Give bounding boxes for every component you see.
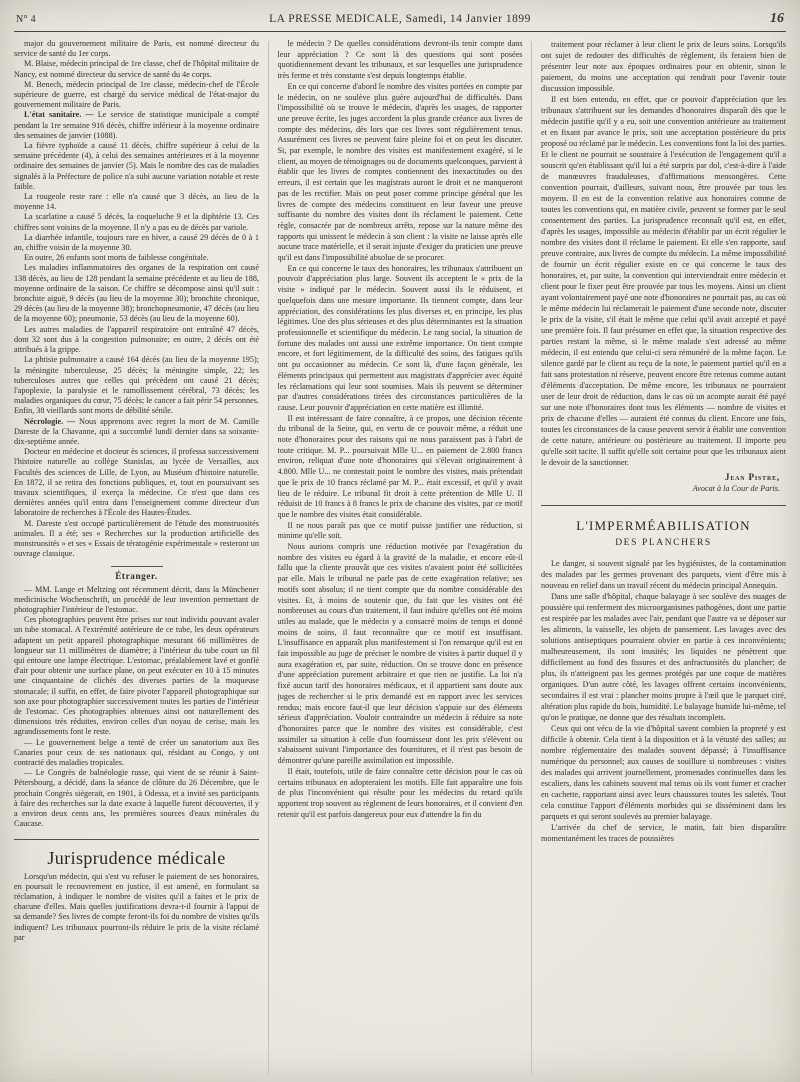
paragraph: Dans une salle d'hôpital, chaque balayage à sec soulève des nuages de poussière qui renferment des microorganismes pathogènes, dont une partie est respirée par les malades avec l'air, pendant que l'autre va se déposer sur les aliments, la vaisselle, les objets de pansement. Les lavages avec des solutions antiseptiques pourraient obvier en partie à ces inconvénients; malheureusement, ils sont inusités; les liquides ne pénètrent que difficilement au fond des fissures et des anfractuosités du plancher; de plus, ils n'atteignent pas les germes protégés par une coque de matières organiques. D'un autre côté, les lavages offrent certains inconvénients, secondaires il est vrai : plancher moins propre à l'œil que le parquet ciré, altération plus rapide du bois, humidité. Le balayage humide lui-même, tel qu'on le pratique, ne donne que des résultats incomplets. [541, 592, 786, 722]
paragraph: L'état sanitaire. — Le service de statistique municipale a compté pendant la 1re semaine 916 décès, chiffre inférieur à la moyenne ordinaire des semaines de janvier (1088). [14, 110, 259, 140]
section-title [541, 505, 786, 549]
paragraph: M. Dareste s'est occupé particulièrement de l'étude des monstruosités animales. Il a été; ses « Recherches sur la production artificielle des monstruosités » et ses « Essais de tératogénie expérimentale » resteront un ouvrage classique. [14, 518, 259, 559]
paragraph: Ces photographies peuvent être prises sur tout individu pouvant avaler un tube stomacal. A l'extrémité antérieure de ce tube, les deux opérateurs adaptent un petit appareil photographique mesurant 66 millimètres de longueur sur 11 millimètres de diamètre; à l'intérieur du tube court un fil qui entoure une lampe électrique. L'estomac, préalablement lavé et gonflé d'air pour obtenir une surface plane, on peut exécuter en 10 à 15 minutes une cinquantaine de clichés des diverses parties de la muqueuse stomacale; il suffit, en effet, de faire pivoter l'appareil photographique sur son axe pour photographier successivement toutes les parties de l'intérieur de l'estomac. Ces photographies obtenues ainsi ont naturellement des dimensions très réduites, environ celles d'un noyau de cerise, mais les agrandissements font le reste. [14, 615, 259, 737]
paragraph: Il est bien entendu, en effet, que ce pouvoir d'appréciation que les tribunaux s'attribuent sur les demandes d'honoraires disparaît dès que le médecin justifie qu'il y a eu, soit une convention antérieure au traitement et en fixant par avance le prix, soit une acceptation postérieure du prix proposé ou réclamé par le médecin. Les conventions font la loi des parties. Et le client ne pourrait se soustraire à l'exécution de l'engagement qu'il a souscrit qu'en établissant qu'il lui a été surpris par dol, c'est-à-dire à l'aide de manœuvres frauduleuses, d'affirmations mensongères. Cette convention pourrait, d'ailleurs, suivant nous, être prouvée par tous les moyens. Il en est de la convention relative aux honoraires comme de toutes les conventions qui, en matière civile, peuvent se former par le seul consentement des parties. La jurisprudence reconnaît qu'il est, en effet, d'après les usages, impossible au médecin d'établir par un écrit régulier le nombre des visites dont il réclame le paiement. Et elle s'en rapporte, sauf preuve contraire, aux livres de compte du médecin. La même impossibilité de fournir un écrit régulier existe en ce qui concerne le taux des honoraires, et, par suite, la convention qui interviendrait entre médecin et client pour le fixer peut être prouvée par tous les moyens. Ainsi un client ayant volontairement payé une note d'honoraires ne pourrait pas, au cas où le même médecin lui réclamerait le paiement d'une seconde note, discuter le prix de la visite, s'il était le même que celui qu'il avait accepté et payé une première fois. Il faut présumer en effet que, la situation respective des parties restant la même, si le même malade s'est adressé au même médecin, il est entendu que celui-ci sera rémunéré de la même façon. Le silence gardé par le client au reçu de la note, le paiement partiel qu'il en a fait sans protestation ni réserve, peuvent encore être retenus comme autant d'éléments d'acceptation. De même encore, les tribunaux ne pourraient user de leur droit de réduction, dans le cas où un acompte aurait été payé sur une note d'honoraires dont tous les éléments — nombre de visites et prix de chacune d'elles — auraient été connus du client. Encore une fois, toutes les circonstances de la cause peuvent servir à établir une convention de cette nature, antérieure ou postérieure au traitement. Il importe peu qu'elle soit tacite. Il suffit qu'elle soit certaine pour que les tribunaux aient le devoir de la sanctionner. [541, 95, 786, 467]
article-title: Jurisprudence médicale [14, 839, 259, 863]
signature-role: Avocat à la Cour de Paris. [692, 484, 780, 493]
paragraph: — Le gouvernement belge a tenté de créer un sanatorium aux îles Canaries pour ceux de ses nationaux qui, résidant au Congo, y ont contracté des maladies tropicales. [14, 737, 259, 768]
paragraph: Les maladies inflammatoires des organes de la respiration ont causé 138 décès, au lieu de 128 pendant la semaine précédente et au lieu de 188, moyenne ordinaire de la saison. Ce chiffre se décompose ainsi qu'il suit : bronchite aiguë, 9 décès (au lieu de la moyenne 30); bronchite chronique, 29 décès (au lieu de la moyenne 38); bronchopneumonie, 47 décès (au lieu de la moyenne 60); pneumonie, 53 décès (au lieu de la moyenne 60). [14, 263, 259, 324]
column-rule [268, 41, 269, 1075]
paragraph: La diarrhée infantile, toujours rare en hiver, a causé 29 décès de 0 à 1 an, chiffre voisin de la moyenne 30. [14, 232, 259, 253]
columns-container [0, 32, 800, 1075]
paragraph: traitement pour réclamer à leur client le prix de leurs soins. Lorsqu'ils ont sujet de redouter des difficultés de règlement, ils feraient bien de présenter leur note aux époques ordinaires pour en obtenir, sinon le paiement, du moins une acceptation qui rendrait pour l'avenir toute discussion impossible. [541, 40, 786, 93]
section-title-line2: DES PLANCHERS [615, 538, 712, 548]
paragraph: — MM. Lange et Meltzing ont récemment décrit, dans la Münchener medicinische Wochenschrift, un procédé de leur invention permettant de photographier l'intérieur de l'estomac. [14, 584, 259, 614]
paragraph: Nous aurions compris une réduction motivée par l'exagération du nombre des visites eu égard à la gravité de la maladie, et encore eût-il fallu que la cliente prouvât que ces visites n'avaient point été sollicitées par elle. Mais le tribunal ne parle pas de cette exagération relative; ses motifs sont absolus; il ne tient compte que du nombre considérable des visites. Et, à moins de soutenir que, du fait que les visites ont été nombreuses au cours d'un traitement, il faut induire qu'elles ont été moins utiles au malade, que le médecin y a consacré moins de temps et donné moins de soins, il faut reconnaître que ce motif est insuffisant. L'insuffisance en apparaît plus manifestement si l'on remarque qu'il est en fait impossible au juge de préciser le nombre de visites à partir duquel il y aura exagération et, par suite, réduction. On se trouve donc en présence d'une appréciation purement arbitraire et que rien ne justifie. La loi n'a fixé aucun tarif des honoraires médicaux, et il appartient sans doute aux juges de rechercher si le prix demandé est en rapport avec les services rendus; mais encore faut-il que leur décision s'appuie sur des éléments sérieux d'appréciation. Vouloir contraindre un médecin à réduire sa note d'honoraires parce que le nombre des visites est considérable, c'est assimiler sa situation à celle d'un fournisseur dont les prix s'élèvent ou s'abaissent suivant l'importance des fournitures, et il n'est pas besoin de démontrer qu'une pareille assimilation est impossible. [277, 542, 523, 766]
paragraph: En ce qui concerne le taux des honoraires, les tribunaux s'attribuent un pouvoir d'appréciation plus large. Souvent ils acceptent le « prix de la visite » indiqué par le médecin. Souvent aussi ils le réduisent, et quelquefois dans une mesure importante. Ils tiennent compte, dans leur appréciation, des considérations les plus diverses et, en principe, les plus légitimes. Une des plus sérieuses et des plus déterminantes est la situation professionnelle et scientifique du médecin. Le rang social, la situation de fortune des malades ont aussi une extrême importance. On tient compte encore, et fort légitimement, de la difficulté des soins, des fatigues qu'ils ont pu occasionner au médecin. Ce sont là, d'une façon générale, les éléments principaux qui permettent aux magistrats d'apprécier avec équité les réclamations qui leur sont soumises. Mais ils peuvent se déterminer par d'autres considérations tirées des circonstances particulières de la cause. Leur pouvoir d'appréciation en cette matière est illimité. [277, 263, 523, 412]
subhead: Étranger. [115, 571, 158, 582]
signature-name: Jean Pistre, [724, 472, 780, 482]
paragraph: Lorsqu'un médecin, qui s'est vu refuser le paiement de ses honoraires, en poursuit le recouvrement en justice, il est amené, en formulant sa réclamation, à indiquer le nombre de visites qu'il a faites et le prix de chacune d'elles. Mais quelles justifications devra-t-il fournir à l'appui de sa demande? Ses livres de compte feront-ils foi du nombre de visites qu'ils indiquent? Les tribunaux pourront-ils réduire le prix de la visite réclamé par [14, 871, 259, 942]
paragraph: La phtisie pulmonaire a causé 164 décès (au lieu de la moyenne 195); la méningite tuberculeuse, 25 décès; la méningite simple, 22; les tuberculoses autres que celles qui précèdent ont causé 21 décès; l'apoplexie, la paralysie et le ramollissement cérébral, 73 décès; les maladies organiques du cœur, 75 décès; le cancer a fait périr 54 personnes. Enfin, 38 vieillards sont morts de débilité sénile. [14, 355, 259, 416]
paragraph: M. Benech, médecin principal de 1re classe, médecin-chef de l'École supérieure de guerre, est chargé du service médical de l'état-major du gouvernement militaire de Paris. [14, 79, 259, 110]
column-rule [531, 41, 532, 1075]
paragraph: Nécrologie. — Nous apprenons avec regret la mort de M. Camille Dareste de la Chavanne, qui a succombé lundi dernier dans sa soixante-dix-septième année. [14, 416, 259, 446]
masthead-title: LA PRESSE MEDICALE, Samedi, 14 Janvier 1899 [269, 13, 531, 25]
paragraph: major du gouvernement militaire de Paris, est nommé directeur du service de santé du 1er corps. [14, 39, 259, 59]
page-header [0, 0, 800, 29]
paragraph: La rougeole reste rare : elle n'a causé que 3 décès, au lieu de la moyenne 14. [14, 192, 259, 212]
paragraph: Ceux qui ont vécu de la vie d'hôpital savent combien la propreté y est difficile à obtenir. Cela tient à la disposition et à la vétusté des salles; au nombre réglementaire des malades souvent dépassé; à l'insuffisance numérique du personnel; aux causes de souillure si nombreuses : visites des malades qui arrivent journellement, promenades continuelles dans les escaliers, dans les cabinets souvent mal tenus où ils vont fumer et cracher en cachette, rapportant ainsi avec leurs chaussures toutes les saletés. Tout cela constitue l'apport d'éléments morbides qui se disséminent dans les parquets et qui seront soulevés au premier balayage. [541, 724, 786, 821]
paragraph: L'arrivée du chef de service, le matin, fait bien disparaître momentanément les traces de poussières [541, 823, 786, 843]
column-1 [14, 39, 259, 1075]
paragraph: Les autres maladies de l'appareil respiratoire ont entraîné 47 décès, dont 32 sont dus à la congestion pulmonaire; en outre, 2 décès ont été attribués à la grippe. [14, 324, 259, 355]
paragraph: — Le Congrès de balnéologie russe, qui vient de se réunir à Saint-Pétersbourg, a décidé, dans la séance de clôture du 26 Décembre, que le prochain Congrès siégerait, en 1901, à Odessa, et a invité ses participants à faire des recherches sur la date exacte à laquelle furent découvertes, il y a environ deux cents ans, les premières sources d'eaux minérales du Caucase. [14, 768, 259, 829]
paragraph: En ce qui concerne d'abord le nombre des visites portées en compte par le médecin, on ne soulève plus guère aujourd'hui de difficultés. Dans l'impossibilité où se trouve le médecin, d'après les usages, de rapporter une preuve écrite, les juges accordent la plus grande créance aux livres de compte des médecins, dès lors que ces livres sont régulièrement tenus. Assurément ces livres ne peuvent faire pleine foi et on peut les discuter. Si, par exemple, le nombre des visites est manifestement exagéré, si le client, au moyen de témoignages ou de documents quelconques, parvient à établir que les livres de comptes contiennent des inexactitudes ou des erreurs, il est certain que les magistrats auront le droit et ne manqueront pas de les rectifier. Mais on peut poser comme principe général que les livres de compte des médecins constituent en leur faveur une preuve suffisante du nombre des visites dont ils réclament le paiement. Cette règle, consacrée par de nombreux arrêts, repose sur la nature même des rapports qui unissent le médecin à son client : la visite ne laisse après elle aucune trace matérielle, et il serait injuste d'exiger du praticien une preuve qu'il est dans l'impossibilité absolue de se procurer. [277, 81, 523, 263]
paragraph: Il ne nous paraît pas que ce motif puisse justifier une réduction, si minime qu'elle soit. [277, 520, 523, 541]
paragraph-lead: Nécrologie. — [24, 416, 80, 426]
column-2 [278, 39, 523, 1075]
paragraph: Il était, toutefois, utile de faire connaître cette décision pour le cas où certains tribunaux en adopteraient les motifs. Elle fait apparaître une fois de plus l'inconvénient qui résulte pour les médecins du retard qu'ils apportent trop souvent au règlement de leurs honoraires, et il convient d'en retenir qu'il est parfois dangereux pour eux d'attendre la fin du [277, 766, 523, 819]
signature-block [541, 468, 786, 496]
paragraph: En outre, 26 enfants sont morts de faiblesse congénitale. [24, 253, 209, 263]
paragraph-lead: L'état sanitaire. — [24, 110, 98, 120]
subhead-rule [111, 566, 163, 567]
paragraph: Il est intéressant de faire connaître, à ce propos, une décision récente du tribunal de la Seine, qui, en vertu de ce pouvoir même, a réduit une note d'honoraires pour des raisons qui ne nous paraissent pas à l'abri de toute critique. M. P... poursuivait Mlle U... en paiement de 2.800 francs environ, reliquat d'une note d'honoraires qui s'élevait originairement à 4.800. Mlle U... ne contestait point le nombre des visites, mais prétendait que le prix de 10 francs réclamé par M. P... était excessif, et qu'il y avait lieu de le réduire. Le tribunal fit droit à cette prétention de Mlle U. Il réduisit de 10 francs à 8 francs le prix de chacune des visites, par ce motif que le nombre des visites était considérable. [277, 413, 523, 519]
paragraph: le médecin ? De quelles considérations devront-ils tenir compte dans leur appréciation ? Ce sont là des questions qui sont posées quotidiennement devant les tribunaux, et sur lesquelles une jurisprudence très ferme et très constante s'est depuis longtemps établie. [277, 39, 523, 81]
issue-number: N° 4 [16, 14, 36, 25]
paragraph: Le danger, si souvent signalé par les hygiénistes, de la contamination des malades par les germes provenant des parquets, vient d'être mis à nouveau en relief dans un travail récent du médecin principal Annequin. [541, 559, 786, 590]
section-title-line1: L'IMPERMÉABILISATION [576, 518, 751, 533]
paragraph: La fièvre typhoïde a causé 11 décès, chiffre supérieur à celui de la semaine précédente (4), à celui des semaines antérieures et à la moyenne ordinaire des semaines de janvier (5). Mais le nombre des cas de maladies signalés à la Préfecture de police n'a subi aucune variation notable et reste faible. [14, 141, 259, 191]
paragraph: M. Blaise, médecin principal de 1re classe, chef de l'hôpital militaire de Nancy, est nommé directeur du service de santé du 4e corps. [14, 59, 259, 79]
column-3 [541, 39, 786, 1075]
paragraph: La scarlatine a causé 5 décès, la coqueluche 9 et la diphtérie 13. Ces chiffres sont voisins de la moyenne. Il n'y a pas eu de décès par variole. [14, 212, 259, 232]
page-number: 16 [770, 11, 784, 26]
paragraph: Docteur en médecine et docteur ès sciences, il professa successivement l'histoire naturelle au collège Stanislas, au lycée de Versailles, aux Facultés des sciences de Lille, de Lyon, au Muséum d'histoire naturelle. En 1872, il se retira des fonctions publiques, et, tout en poursuivant ses travaux scientifiques, il exerça la médecine. Ce n'est que dans ces dernières années qu'il entra dans l'enseignement comme directeur d'un laboratoire de recherches à l'École des Hautes-Études. [14, 447, 259, 518]
